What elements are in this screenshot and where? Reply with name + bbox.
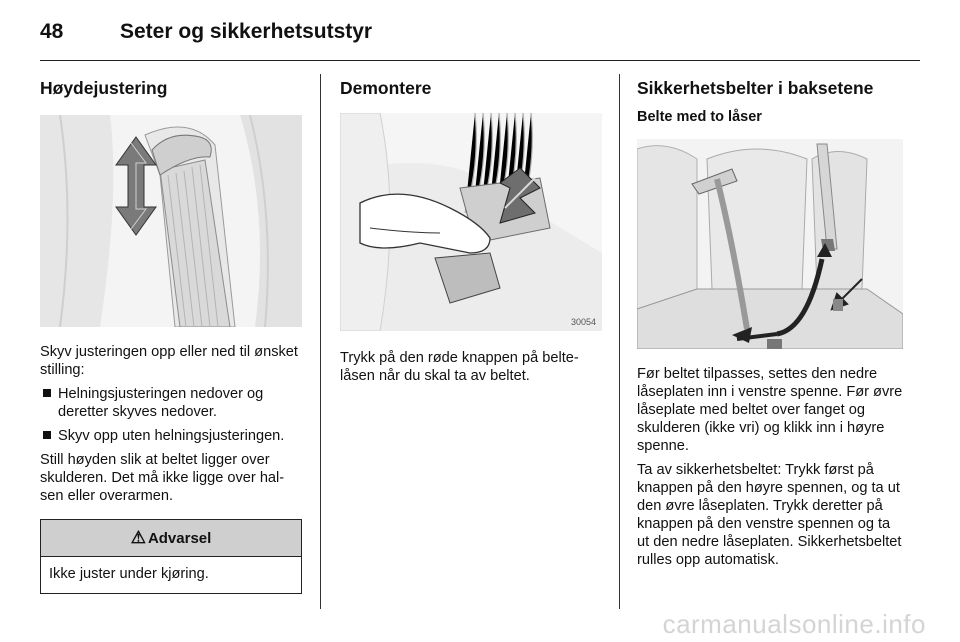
adjustment-steps-list — [40, 385, 302, 445]
warning-header — [41, 520, 301, 557]
buckle-release-illustration — [340, 113, 602, 331]
height-adjustment-illustration — [40, 115, 302, 327]
bullet-icon — [43, 389, 51, 397]
page-header — [40, 14, 920, 62]
list-item: Skyv opp uten helningsjusteringen. — [40, 427, 302, 445]
warning-text: Ikke juster under kjøring. — [49, 566, 209, 582]
rear-seatbelt-illustration — [637, 139, 903, 349]
section-heading-removal: Demontere — [340, 78, 432, 98]
chapter-title: Seter og sikkerhetsutstyr — [120, 20, 373, 43]
column-height-adjustment — [40, 74, 302, 594]
warning-triangle-icon: ⚠ — [130, 528, 146, 547]
warning-box — [40, 519, 302, 594]
watermark: carmanualsonline.info — [662, 609, 926, 639]
height-advice-text: Still høyden slik at beltet ligger over skulderen. Det må ikke ligge over halsen eller overarmen. — [40, 452, 285, 504]
fastening-text: Før beltet tilpasses, settes den nedre låseplaten inn i venstre spenne. Før øvre låseplate med beltet over fanget og skulderen (ikke vri) og klikk inn i høyre spenne. — [637, 366, 903, 454]
header-rule — [40, 60, 920, 61]
bullet-icon — [43, 431, 51, 439]
list-item: Helningsjusteringen nedover og deretter skyves nedover. — [40, 385, 302, 421]
column-divider-1 — [320, 74, 321, 609]
figure-code: 30054 — [570, 317, 596, 327]
warning-title: Advarsel — [147, 529, 212, 547]
intro-text: Skyv justeringen opp eller ned til ønsket stilling: — [40, 344, 298, 378]
section-heading-height-adjustment: Høydejustering — [40, 78, 168, 98]
removal-text: Trykk på den røde knappen på beltelåsen når du skal ta av beltet. — [340, 350, 579, 384]
subheading-two-locks: Belte med to låser — [637, 109, 762, 125]
column-removal — [340, 74, 602, 385]
unfastening-text: Ta av sikkerhetsbeltet: Trykk først på knappen på den høyre spennen, og ta ut den øvre låseplaten. Trykk deretter på knappen på den venstre spennen og ta ut den nedre låseplaten. Sikkerhetsbeltet rulles opp automatisk. — [637, 462, 902, 568]
page-number: 48 — [40, 20, 64, 43]
column-divider-2 — [619, 74, 620, 609]
column-rear-seatbelts — [637, 74, 903, 569]
section-heading-rear-seatbelts: Sikkerhetsbelter i baksetene — [637, 78, 874, 98]
